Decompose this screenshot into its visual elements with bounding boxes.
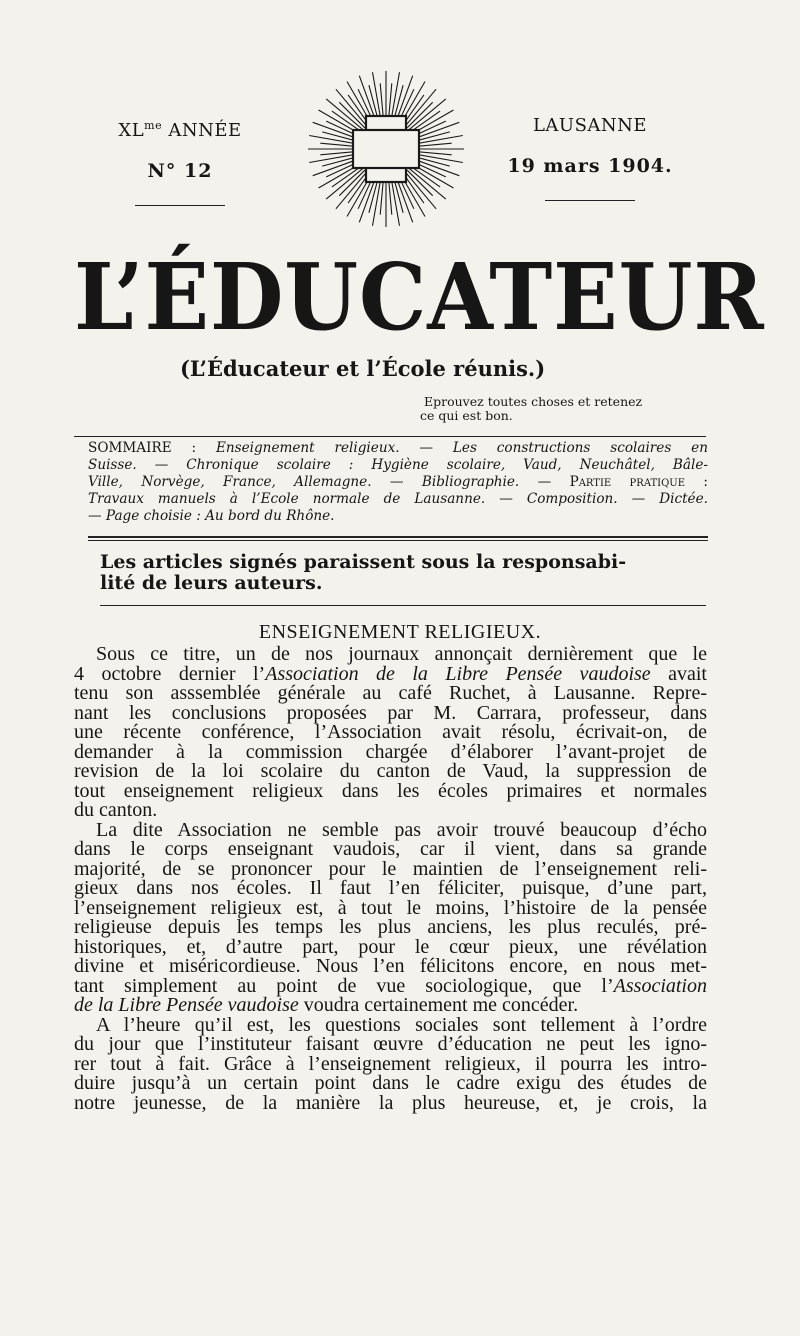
- text-run: tant simplement au point de vue sociologique, que l’: [74, 974, 614, 997]
- text-run: Partie pratique: [569, 474, 686, 490]
- text-run: —: [88, 508, 106, 524]
- text-run: —: [617, 491, 660, 507]
- emblem-ray: [416, 143, 452, 146]
- text-run: notre jeunesse, de la manière la plus heureuse, et, je crois, la: [74, 1091, 707, 1114]
- text-run: Association de la Libre Pensée vaudoise: [265, 662, 651, 685]
- publication-date: 19 mars 1904.: [507, 155, 673, 177]
- text-run: avait: [650, 662, 707, 685]
- text-run: divine et miséricordieuse. Nous l’en félicitons encore, en nous met-: [74, 955, 707, 977]
- emblem-ray: [380, 83, 383, 119]
- notice-line: Les articles signés paraissent sous la responsabi-: [100, 551, 627, 573]
- text-run: l’enseignement religieux est, à tout le moins, l’histoire de la pensée: [74, 896, 707, 919]
- masthead-left-rule: [135, 205, 225, 206]
- text-run: gieux dans nos écoles. Il faut l’en féliciter, puisque, d’une part,: [74, 877, 707, 899]
- text-run: —: [519, 474, 570, 490]
- divider: [88, 540, 708, 541]
- text-run: Bibliographie.: [421, 474, 520, 490]
- notice-line: lité de leurs auteurs.: [100, 572, 323, 594]
- divider: [88, 536, 708, 538]
- emblem-ray: [320, 152, 356, 155]
- text-run: Suisse.: [88, 457, 137, 473]
- text-run: Composition.: [526, 491, 618, 507]
- text-run: tout enseignement religieux dans les écoles primaires et normales: [74, 779, 707, 802]
- text-run: majorité, de se prononcer pour le maintien de l’enseignement reli-: [74, 857, 707, 880]
- text-run: 4 octobre dernier l’: [74, 662, 266, 685]
- divider: [74, 436, 706, 437]
- divider: [100, 605, 706, 606]
- toc-line: [88, 508, 708, 525]
- toc-label: SOMMAIRE :: [88, 440, 216, 456]
- volume-year: $XL^{me}$ ANNÉE: [118, 119, 242, 141]
- text-run: revision de la loi scolaire du canton de Vaud, la suppression de: [74, 760, 707, 782]
- emblem-ray: [389, 179, 392, 215]
- text-run: religieuse depuis les temps les plus anciens, les plus reculés, pré-: [74, 916, 707, 938]
- text-run: La dite Association ne semble pas avoir trouvé beaucoup d’écho: [96, 818, 707, 841]
- journal-title: L’ÉDUCATEUR: [74, 243, 765, 351]
- toc-line: [88, 491, 708, 508]
- text-run: du jour que l’instituteur faisant œuvre d’éducation ne peut les igno-: [74, 1033, 707, 1055]
- text-run: nant les conclusions proposées par M. Carrara, professeur, dans: [74, 701, 707, 724]
- masthead-right: [500, 114, 680, 201]
- text-run: Association: [613, 974, 707, 997]
- emblem-ray: [416, 152, 452, 155]
- article-title: ENSEIGNEMENT RELIGIEUX.: [258, 621, 542, 643]
- epigraph: [420, 395, 690, 423]
- emblem-ray: [389, 83, 392, 119]
- toc-line: [88, 457, 708, 474]
- issue-number: N° 12: [147, 160, 213, 182]
- emblem-ray: [380, 179, 383, 215]
- text-run: —: [485, 491, 527, 507]
- text-run: duire jusqu’à un certain point dans le cadre exigu des études de: [74, 1072, 707, 1094]
- journal-subtitle: (L’Éducateur et l’École réunis.): [180, 356, 546, 381]
- epigraph-line: ce qui est bon.: [420, 408, 513, 423]
- text-run: Travaux manuels à l’Ecole normale de Lausanne.: [88, 491, 486, 507]
- text-run: —: [371, 474, 422, 490]
- emblem-ray: [320, 143, 356, 146]
- table-of-contents: [88, 440, 708, 525]
- text-run: une récente conférence, l’Association avait résolu, écrivait-on, de: [74, 721, 707, 743]
- masthead-right-rule: [545, 200, 635, 201]
- text-run: rer tout à fait. Grâce à l’enseignement religieux, il pourra les intro-: [74, 1052, 707, 1075]
- editorial-notice: [100, 552, 706, 594]
- text-run: Dictée.: [659, 491, 708, 507]
- toc-line: [88, 474, 708, 491]
- text-run: Enseignement religieux.: [215, 440, 400, 456]
- article-line: [74, 1091, 707, 1114]
- epigraph-line: Eprouvez toutes choses et retenez: [424, 394, 643, 409]
- text-run: tenu son asssemblée générale au café Ruchet, à Lausanne. Repre-: [74, 682, 707, 704]
- text-run: Ville, Norvège, France, Allemagne.: [88, 474, 372, 490]
- text-run: —: [136, 457, 187, 473]
- toc-line: [88, 440, 708, 457]
- text-run: Sous ce titre, un de nos journaux annonçait dernièrement que le: [96, 643, 707, 665]
- text-run: voudra certainement me concéder.: [298, 994, 579, 1016]
- text-run: Les constructions scolaires en: [452, 440, 708, 456]
- text-run: demander à la commission chargée d’élaborer l’avant-projet de: [74, 740, 707, 763]
- text-run: du canton.: [74, 799, 158, 821]
- text-run: —: [399, 440, 453, 456]
- publication-city: LAUSANNE: [532, 115, 648, 136]
- text-run: historiques, et, d’autre part, pour le cœur pieux, une révélation: [74, 935, 707, 958]
- article-body: [74, 645, 707, 1113]
- text-run: A l’heure qu’il est, les questions sociales sont tellement à l’ordre: [96, 1013, 707, 1036]
- text-run: Page choisie : Au bord du Rhône.: [105, 508, 335, 524]
- text-run: :: [685, 474, 708, 490]
- text-run: Chronique scolaire : Hygiène scolaire, Vaud, Neuchâtel, Bâle-: [186, 457, 708, 473]
- text-run: de la Libre Pensée vaudoise: [74, 994, 299, 1016]
- masthead-left: [100, 114, 260, 206]
- swiss-cross-radiant-icon: [306, 70, 466, 228]
- text-run: dans le corps enseignant vaudois, car il vient, dans sa grande: [74, 838, 707, 860]
- article-line: [74, 779, 707, 802]
